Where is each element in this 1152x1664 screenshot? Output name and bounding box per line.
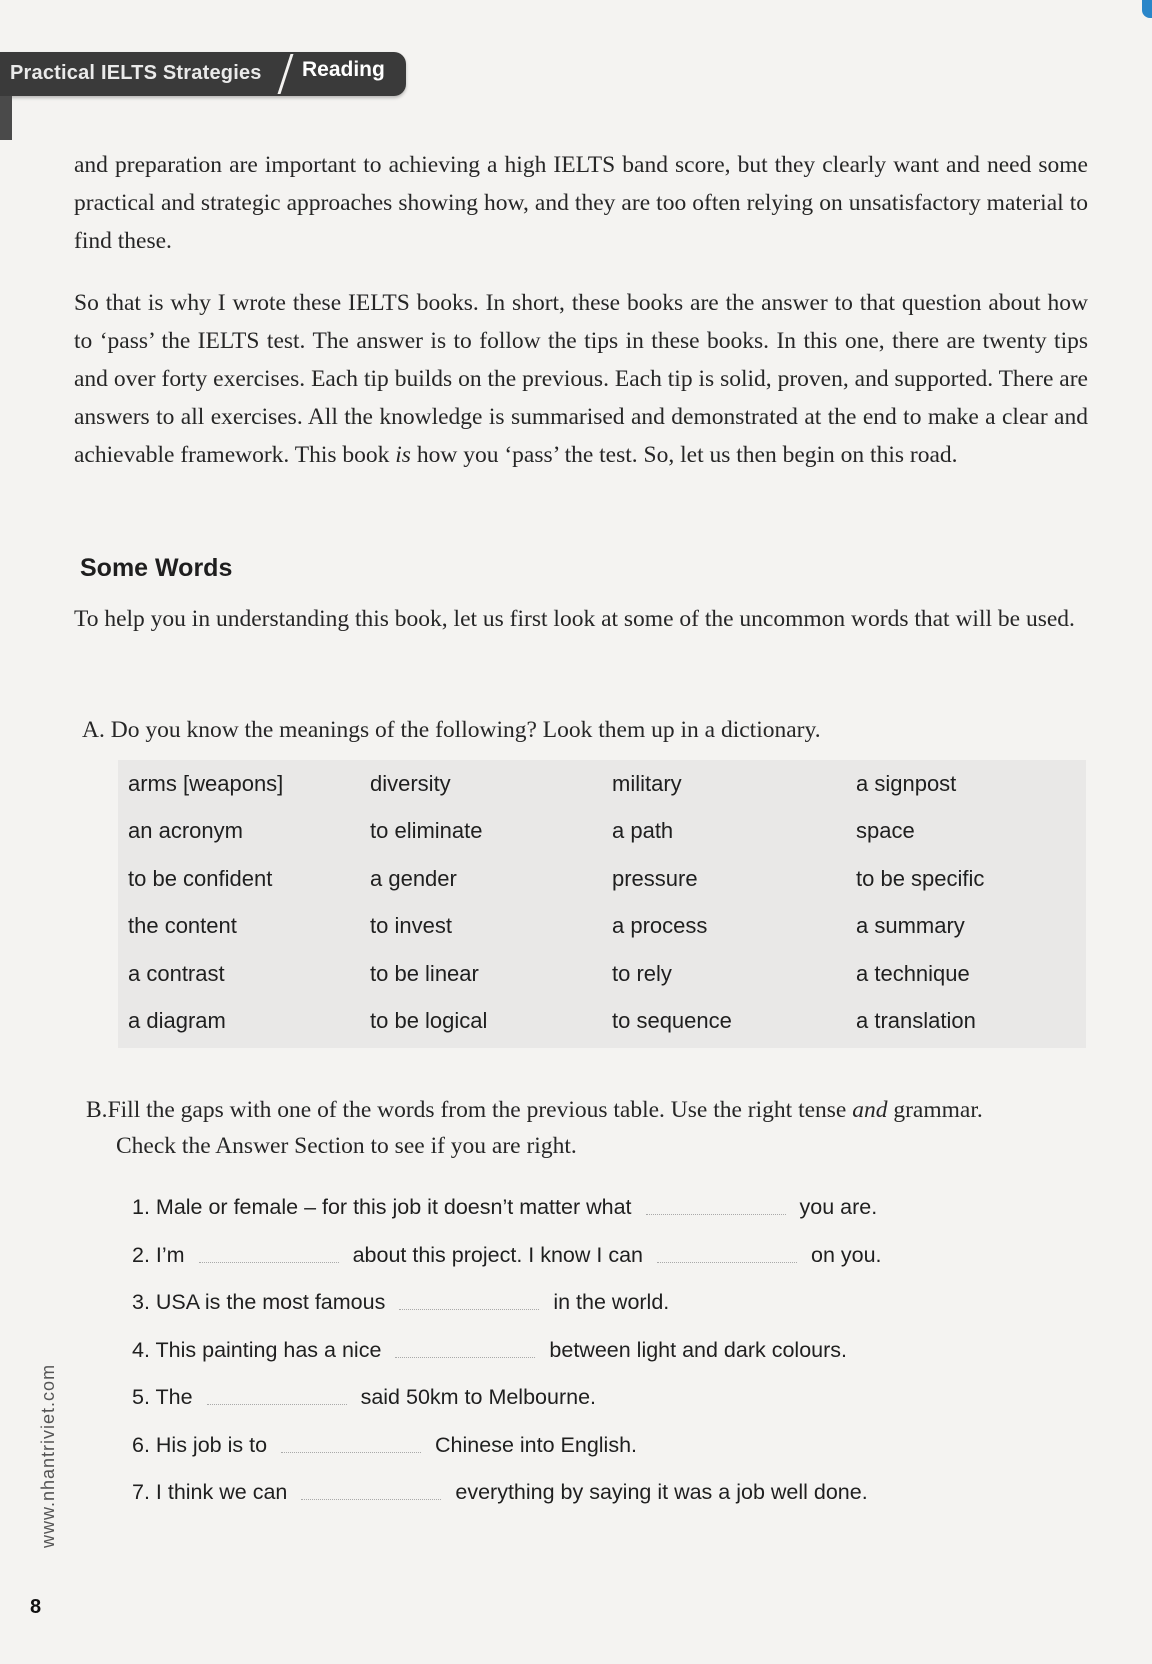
header-strip [0, 96, 12, 140]
sentence-text: in the world. [553, 1290, 670, 1315]
exercise-b-line1-part2: grammar. [887, 1097, 983, 1123]
section-title: Reading [302, 58, 385, 81]
vocab-word: to sequence [612, 1008, 732, 1034]
intro-paragraph-2-part1: So that is why I wrote these IELTS books. In short, these books are the answer to that question about how to ‘pass’ the IELTS test. The answer is to follow the tips in these books. In this one, there are twenty tips and over forty exercises. Each tip builds on the previous. Each tip is solid, proven, and supported. There are answers to all exercises. All the knowledge is summarised and demonstrated at the end to make a clear and achievable framework. This book [74, 290, 1088, 468]
intro-paragraph-2 [74, 284, 1088, 474]
sentence-text: 2. I’m [132, 1242, 185, 1267]
section-heading: Some Words [80, 554, 233, 582]
vocab-word: to be logical [370, 1008, 488, 1034]
sentence-text: 4. This painting has a nice [132, 1337, 382, 1362]
exercise-b-emphasis: and [852, 1097, 888, 1123]
sentence-text: 1. Male or female – for this job it doesn’t matter what [132, 1195, 632, 1220]
sentence-text: said 50km to Melbourne. [360, 1385, 597, 1410]
vocab-word: a summary [856, 913, 965, 939]
vocabulary-table [118, 760, 1086, 1048]
answer-blank [399, 1307, 539, 1310]
gap-fill-sentence [132, 1327, 1062, 1375]
intro-paragraph-2-part2: how you ‘pass’ the test. So, let us then begin on this road. [410, 442, 958, 468]
vocab-word: military [612, 770, 682, 796]
vocab-word: an acronym [128, 818, 243, 844]
vocab-word: to rely [612, 960, 672, 986]
intro-paragraph-2-emphasis: is [395, 442, 411, 468]
vocab-word: a translation [856, 1008, 976, 1034]
sentence-text: you are. [799, 1195, 878, 1220]
vocab-word: to eliminate [370, 818, 483, 844]
intro-paragraph-1: and preparation are important to achieving a high IELTS band score, but they clearly want and need some practical and strategic approaches showing how, and they are too often relying on unsatisfactory material to find these. [74, 152, 1088, 254]
sentence-text: 6. His job is to [132, 1432, 268, 1457]
answer-blank [281, 1450, 421, 1453]
answer-blank [646, 1212, 786, 1215]
sentence-text: about this project. I know I can [352, 1242, 643, 1267]
vocab-word: a signpost [856, 770, 957, 796]
vocab-word: a gender [370, 865, 457, 891]
vocab-word: to be confident [128, 865, 273, 891]
exercise-b-line1-part1: Fill the gaps with one of the words from the previous table. Use the right tense [107, 1097, 853, 1123]
answer-blank [199, 1260, 339, 1263]
vocab-word: a path [612, 818, 674, 844]
answer-blank [207, 1402, 347, 1405]
gap-fill-sentence [132, 1184, 1062, 1232]
exercise-a-instruction: A. Do you know the meanings of the following? Look them up in a dictionary. [82, 717, 821, 743]
vocab-word: a technique [856, 960, 970, 986]
vocab-word: a diagram [128, 1008, 226, 1034]
sentence-text: Chinese into English. [435, 1432, 638, 1457]
vocab-word: to invest [370, 913, 452, 939]
sentence-text: 7. I think we can [132, 1480, 288, 1505]
gap-fill-sentence [132, 1422, 1062, 1470]
answer-blank [301, 1497, 441, 1500]
sentence-text: between light and dark colours. [549, 1337, 848, 1362]
corner-accent [1142, 0, 1152, 18]
gap-fill-sentence [132, 1374, 1062, 1422]
sentence-text: everything by saying it was a job well done. [455, 1480, 868, 1505]
vocab-word: a contrast [128, 960, 225, 986]
gap-fill-sentence [132, 1279, 1062, 1327]
sentence-text: 5. The [132, 1385, 193, 1410]
publisher-website: www.nhantriviet.com [38, 1363, 58, 1548]
exercise-b-line2: Check the Answer Section to see if you are right. [116, 1133, 577, 1159]
vocab-word: space [856, 818, 915, 844]
exercise-b-instruction [86, 1092, 1096, 1164]
vocab-word: arms [weapons] [128, 770, 284, 796]
vocab-word: to be specific [856, 865, 985, 891]
gap-fill-sentence [132, 1232, 1062, 1280]
some-words-intro: To help you in understanding this book, let us first look at some of the uncommon words that will be used. [74, 606, 1075, 632]
vocab-word: the content [128, 913, 237, 939]
gap-fill-list [132, 1184, 1062, 1517]
answer-blank [657, 1260, 797, 1263]
vocab-word: pressure [612, 865, 698, 891]
gap-fill-sentence [132, 1469, 1062, 1517]
vocab-word: diversity [370, 770, 451, 796]
vocab-word: a process [612, 913, 708, 939]
sentence-text: 3. USA is the most famous [132, 1290, 386, 1315]
sentence-text: on you. [811, 1242, 882, 1267]
answer-blank [395, 1355, 535, 1358]
series-title: Practical IELTS Strategies [10, 62, 262, 84]
exercise-b-label: B. [86, 1097, 108, 1123]
page-number: 8 [30, 1596, 42, 1618]
vocab-word: to be linear [370, 960, 479, 986]
